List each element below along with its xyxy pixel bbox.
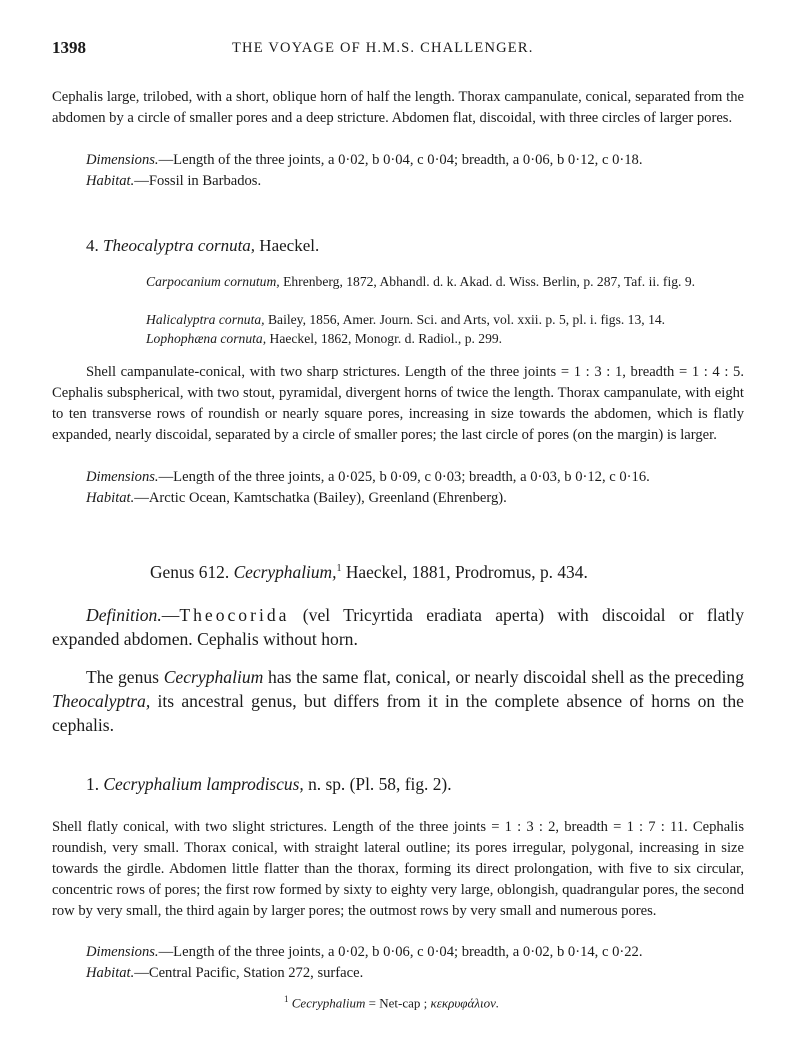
footnote-reference: 1 — [336, 563, 342, 575]
species-1-description: Shell flatly conical, with two slight strictures. Length of the three joints = 1 : 3 : 2, breadth = 1 : 7 : 11. Cephalis roundish, very small. Thorax conical, with straight lateral outline; its pores irregular, polygonal, increasing in size towards the girdle. Abdomen little flatter than the thorax, forming its direct prolongation, with five to six circular, concentric rows of pores; the first row formed by sixty to eighty very large, oblongish, quadrangular pores, the second row by very small, the third again by larger pores; the outmost rows by very small and numerous pores. — [52, 819, 744, 919]
synonym-ref: Haeckel, 1862, Monogr. d. Radiol., p. 299. — [269, 331, 503, 346]
running-title: THE VOYAGE OF H.M.S. CHALLENGER. — [232, 40, 534, 56]
prev-species-dimensions — [86, 150, 642, 171]
species-number: 1. — [86, 774, 100, 794]
footnote-term: Cecryphalium — [291, 995, 366, 1011]
discussion-text: its ancestral genus, but differs from it in the complete absence of horns on the cephalis. — [52, 691, 744, 735]
dimensions-label: Dimensions. — [86, 152, 159, 168]
definition-dash: — — [161, 605, 180, 625]
footnote-greek: κεκρυφάλιον. — [430, 995, 500, 1011]
discussion-text: The genus — [86, 667, 160, 687]
species-4-dimensions — [86, 467, 650, 488]
habitat-label: Habitat. — [86, 173, 135, 189]
synonym-ref: Bailey, 1856, Amer. Journ. Sci. and Arts, vol. xxii. p. 5, pl. i. figs. 13, 14. — [267, 312, 666, 327]
species-1-dimensions — [86, 942, 642, 963]
species-4-description: Shell campanulate-conical, with two sharp strictures. Length of the three joints = 1 : 3 : 1, breadth = 1 : 4 : 5. Cephalis subspherical, with two stout, pyramidal, divergent horns of twice the length. Thorax campanulate, with eight to ten transverse rows of roundish or nearly square pores, increasing in size towards the abdomen, which is flatly expanded, nearly discoidal, separated by a circle of smaller pores; the last circle of pores (on the margin) is larger. — [52, 364, 744, 443]
synonym-3 — [146, 329, 744, 349]
footnote-mark: 1 — [284, 994, 289, 1004]
species-name: Cecryphalium lamprodiscus, — [103, 774, 304, 794]
species-rest: n. sp. (Pl. 58, fig. 2). — [308, 774, 452, 794]
species-1-habitat — [86, 963, 363, 984]
genus-heading — [150, 562, 588, 583]
prev-species-habitat — [86, 171, 261, 192]
dimensions-text: —Length of the three joints, a 0·02, b 0·06, c 0·04; breadth, a 0·02, b 0·14, c 0·22. — [158, 944, 643, 960]
genus-prefix: Genus 612. — [150, 562, 230, 582]
definition-family: Theocorida — [179, 605, 290, 625]
genus-name: Cecryphalium, — [233, 562, 337, 582]
habitat-text: —Arctic Ocean, Kamtschatka (Bailey), Greenland (Ehrenberg). — [134, 490, 507, 506]
dimensions-label: Dimensions. — [86, 469, 159, 485]
species-4-habitat — [86, 488, 507, 509]
synonym-1 — [146, 272, 744, 292]
species-1-heading — [86, 774, 452, 795]
synonym-name: Halicalyptra cornuta, — [146, 312, 265, 327]
definition-label: Definition. — [86, 605, 162, 625]
footnote — [284, 989, 499, 1013]
dimensions-label: Dimensions. — [86, 944, 159, 960]
habitat-text: —Central Pacific, Station 272, surface. — [134, 965, 364, 981]
discussion-text: has the same flat, conical, or nearly discoidal shell as the preceding — [268, 667, 744, 687]
species-author: Haeckel. — [259, 236, 320, 255]
synonym-ref: Ehrenberg, 1872, Abhandl. d. k. Akad. d. Wiss. Berlin, p. 287, Taf. ii. fig. 9. — [283, 274, 696, 289]
species-number: 4. — [86, 236, 99, 255]
habitat-label: Habitat. — [86, 965, 135, 981]
discussion-genus-name: Cecryphalium — [163, 667, 264, 687]
definition-text: (vel Tricyrtida eradiata aperta) with discoidal or flatly expanded abdomen. Cephalis without horn. — [52, 605, 744, 649]
synonym-name: Carpocanium cornutum, — [146, 274, 280, 289]
discussion-genus-name: Theocalyptra, — [52, 691, 151, 711]
dimensions-text: —Length of the three joints, a 0·02, b 0·04, c 0·04; breadth, a 0·06, b 0·12, c 0·18. — [158, 152, 643, 168]
footnote-text: = Net-cap ; — [368, 995, 428, 1011]
synonym-name: Lophophæna cornuta, — [146, 331, 267, 346]
species-name: Theocalyptra cornuta, — [103, 236, 256, 255]
genus-rest: Haeckel, 1881, Prodromus, p. 434. — [345, 562, 588, 582]
page-number: 1398 — [52, 38, 86, 57]
habitat-text: —Fossil in Barbados. — [134, 173, 262, 189]
genus-discussion — [52, 665, 744, 737]
species-4-heading — [86, 236, 319, 256]
genus-definition — [52, 603, 744, 651]
habitat-label: Habitat. — [86, 490, 135, 506]
dimensions-text: —Length of the three joints, a 0·025, b 0·09, c 0·03; breadth, a 0·03, b 0·12, c 0·16. — [158, 469, 650, 485]
synonym-2 — [146, 310, 744, 330]
prev-species-description: Cephalis large, trilobed, with a short, oblique horn of half the length. Thorax campanulate, conical, separated from the abdomen by a circle of smaller pores and a deep stricture. Abdomen flat, discoidal, with three circles of larger pores. — [52, 89, 744, 126]
